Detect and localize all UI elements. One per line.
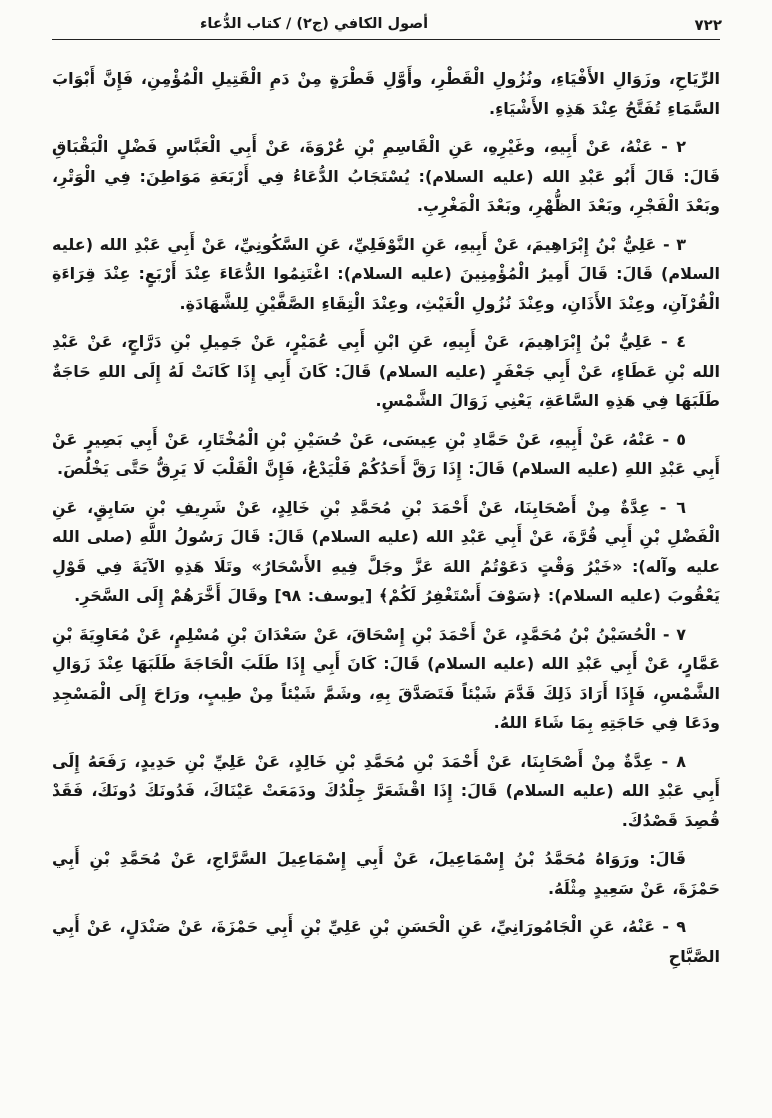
hadith-paragraph-8: ٨ - عِدَّةٌ مِنْ أَصْحَابِنَا، عَنْ أَحْمَدَ بْنِ مُحَمَّدِ بْنِ خَالِدٍ، عَنْ عَلِيِّ بْنِ حَدِيدٍ، رَفَعَهُ إِلَى أَبِي عَبْدِ الله (عليه السلام) قَالَ: إِذَا اقْشَعَرَّ جِلْدُكَ ودَمَعَتْ عَيْنَاكَ، فَدُونَكَ دُونَكَ، فَقَدْ قُصِدَ قَصْدُكَ. xyxy=(52,751,720,830)
hadith-paragraph-9: ٩ - عَنْهُ، عَنِ الْجَامُورَانِيِّ، عَنِ الْحَسَنِ بْنِ عَلِيِّ بْنِ أَبِي حَمْزَةَ، عَنْ صَنْدَلٍ، عَنْ أَبِي الصَّبَّاحِ xyxy=(52,917,720,966)
page-number: ٧٢٢ xyxy=(694,16,722,34)
hadith-paragraph-6: ٦ - عِدَّةٌ مِنْ أَصْحَابِنَا، عَنْ أَحْمَدَ بْنِ مُحَمَّدِ بْنِ خَالِدٍ، عَنْ شَرِيفِ بْنِ سَابِقٍ، عَنِ الْفَضْلِ بْنِ أَبِي قُرَّةَ، عَنْ أَبِي عَبْدِ الله (عليه السلام) قَالَ: قَالَ رَسُولُ اللَّهِ (صلى الله عليه وآله): «خَيْرُ وَقْتٍ دَعَوْتُمُ اللهَ عَزَّ وجَلَّ فِيهِ الأَسْحَارُ» وتَلَا هَذِهِ الآيَةَ فِي قَوْلِ يَعْقُوبَ (عليه السلام): ﴿سَوْفَ أَسْتَغْفِرُ لَكُمْ﴾ [يوسف: ٩٨] وقَالَ أَخَّرَهُمْ إِلَى السَّحَرِ. xyxy=(52,497,720,605)
hadith-paragraph-7: ٧ - الْحُسَيْنُ بْنُ مُحَمَّدٍ، عَنْ أَحْمَدَ بْنِ إِسْحَاقَ، عَنْ سَعْدَانَ بْنِ مُسْلِمٍ، عَنْ مُعَاوِيَةَ بْنِ عَمَّارٍ، عَنْ أَبِي عَبْدِ الله (عليه السلام) قَالَ: كَانَ أَبِي إِذَا طَلَبَ الْحَاجَةَ طَلَبَهَا عِنْدَ زَوَالِ الشَّمْسِ، فَإِذَا أَرَادَ ذَلِكَ قَدَّمَ شَيْئاً فَتَصَدَّقَ بِهِ، وشَمَّ شَيْئاً مِنْ طِيبٍ، ورَاحَ إِلَى الْمَسْجِدِ ودَعَا فِي حَاجَتِهِ بِمَا شَاءَ اللهُ. xyxy=(52,624,720,732)
hadith-paragraph-5: ٥ - عَنْهُ، عَنْ أَبِيهِ، عَنْ حَمَّادِ بْنِ عِيسَى، عَنْ حُسَيْنِ بْنِ الْمُخْتَارِ، عَنْ أَبِي بَصِيرٍ عَنْ أَبِي عَبْدِ اللهِ (عليه السلام) قَالَ: إِذَا رَقَّ أَحَدُكُمْ فَلْيَدْعُ، فَإِنَّ الْقَلْبَ لَا يَرِقُّ حَتَّى يَخْلُصَ. xyxy=(52,429,720,478)
page-header xyxy=(52,16,720,40)
hadith-paragraph-3: ٣ - عَلِيُّ بْنُ إِبْرَاهِيمَ، عَنْ أَبِيهِ، عَنِ النَّوْفَلِيِّ، عَنِ السَّكُونِيِّ، عَنْ أَبِي عَبْدِ الله (عليه السلام) قَالَ: قَالَ أَمِيرُ الْمُؤْمِنِينَ (عليه السلام): اغْتَنِمُوا الدُّعَاءَ عِنْدَ أَرْبَعٍ: عِنْدَ قِرَاءَةِ الْقُرْآنِ، وعِنْدَ الأَذَانِ، وعِنْدَ نُزُولِ الْغَيْثِ، وعِنْدَ الْتِقَاءِ الصَّفَّيْنِ لِلشَّهَادَةِ. xyxy=(52,234,720,313)
variant-narration-paragraph: قَالَ: ورَوَاهُ مُحَمَّدُ بْنُ إِسْمَاعِيلَ، عَنْ أَبِي إِسْمَاعِيلَ السَّرَّاجِ، عَنْ مُحَمَّدِ بْنِ أَبِي حَمْزَةَ، عَنْ سَعِيدٍ مِثْلَهُ. xyxy=(52,849,720,898)
running-head-title: أصول الكافي (ج٢) / كتاب الدُّعاء xyxy=(200,16,429,32)
body-text xyxy=(52,64,720,971)
continuation-paragraph: الرِّيَاحِ، وزَوَالِ الأَفْيَاءِ، ونُزُولِ الْقَطْرِ، وأَوَّلِ قَطْرَةٍ مِنْ دَمِ الْقَتِيلِ الْمُؤْمِنِ، فَإِنَّ أَبْوَابَ السَّمَاءِ تُفَتَّحُ عِنْدَ هَذِهِ الأَشْيَاءِ. xyxy=(52,69,720,118)
hadith-paragraph-4: ٤ - عَلِيُّ بْنُ إِبْرَاهِيمَ، عَنْ أَبِيهِ، عَنِ ابْنِ أَبِي عُمَيْرٍ، عَنْ جَمِيلِ بْنِ دَرَّاجٍ، عَنْ عَبْدِ الله بْنِ عَطَاءٍ، عَنْ أَبِي جَعْفَرٍ (عليه السلام) قَالَ: كَانَ أَبِي إِذَا كَانَتْ لَهُ إِلَى اللهِ حَاجَةٌ طَلَبَهَا فِي هَذِهِ السَّاعَةِ، يَعْنِي زَوَالَ الشَّمْسِ. xyxy=(52,332,720,410)
hadith-paragraph-2: ٢ - عَنْهُ، عَنْ أَبِيهِ، وغَيْرِهِ، عَنِ الْقَاسِمِ بْنِ عُرْوَةَ، عَنْ أَبِي الْعَبَّاسِ فَضْلٍ الْبَقْبَاقِ قَالَ: قَالَ أَبُو عَبْدِ الله (عليه السلام): يُسْتَجَابُ الدُّعَاءُ فِي أَرْبَعَةِ مَوَاطِنَ: فِي الْوَتْرِ، وبَعْدَ الْفَجْرِ، وبَعْدَ الظُّهْرِ، وبَعْدَ الْمَغْرِبِ. xyxy=(52,137,720,215)
